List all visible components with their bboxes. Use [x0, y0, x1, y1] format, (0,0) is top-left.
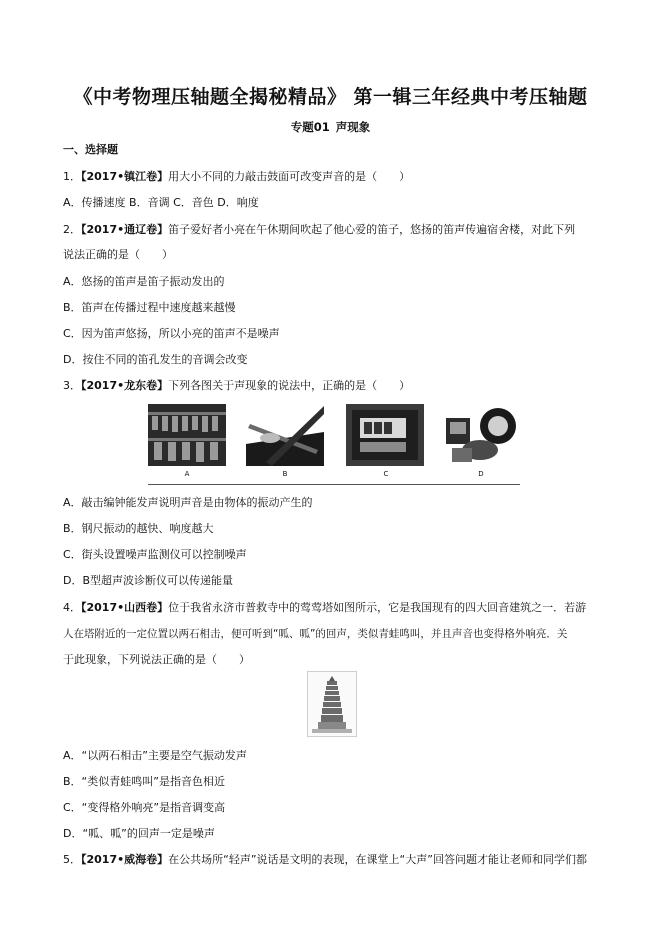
- ultrasound-image: [442, 404, 520, 466]
- question-3-figure-strip: [148, 402, 520, 485]
- question-text: 在公共场所“轻声”说话是文明的表现，在课堂上“大声”回答问题才能让老师和同学们都: [168, 853, 587, 866]
- topic-heading: [0, 119, 661, 135]
- topic-label: 专题01: [290, 120, 330, 134]
- question-text: 下列各图关于声现象的说法中，正确的是（ ）: [168, 379, 411, 392]
- question-2-stem: [63, 223, 575, 237]
- question-source: 【2017•山西卷】: [81, 601, 169, 614]
- question-source: 【2017•镇江卷】: [81, 170, 169, 183]
- question-text: 笛子爱好者小亮在午休期间吹起了他心爱的笛子，悠扬的笛声传遍宿舍楼，对此下列: [168, 223, 576, 236]
- question-4-stem-cont-2: 于此现象，下列说法正确的是（ ）: [63, 653, 250, 666]
- figure-label-a: A: [184, 470, 190, 478]
- question-number: 1．: [63, 170, 81, 183]
- question-text: 用大小不同的力敲击鼓面可改变声音的是（ ）: [168, 170, 411, 183]
- question-1-options: A．传播速度 B．音调 C．音色 D．响度: [63, 196, 259, 209]
- question-number: 3．: [63, 379, 81, 392]
- figure-label-d: D: [478, 470, 484, 478]
- yingying-pagoda-image: [307, 671, 357, 737]
- noise-monitor-image: [346, 404, 424, 466]
- question-3-option-c: C．街头设置噪声监测仪可以控制噪声: [63, 548, 247, 561]
- question-4-stem-cont-1: 人在塔附近的一定位置以两石相击，便可听到“呱、呱”的回声，类似青蛙鸣叫，并且声音也变得格外响亮．关: [63, 628, 568, 640]
- bianzhong-bells-image: [148, 404, 226, 466]
- section-heading: 一、选择题: [63, 143, 118, 156]
- question-2-option-d: D．按住不同的笛孔发生的音调会改变: [63, 353, 248, 366]
- question-3-option-a: A．敲击编钟能发声说明声音是由物体的振动产生的: [63, 496, 313, 509]
- question-1-stem: [63, 170, 410, 184]
- question-2-option-c: C．因为笛声悠扬，所以小亮的笛声不是噪声: [63, 327, 280, 340]
- question-source: 【2017•通辽卷】: [81, 223, 169, 236]
- topic-name: 声现象: [335, 120, 371, 134]
- document-title: 《中考物理压轴题全揭秘精品》 第一辑三年经典中考压轴题: [73, 86, 588, 108]
- question-number: 4．: [63, 601, 81, 614]
- question-3-option-d: D．B型超声波诊断仪可以传递能量: [63, 574, 234, 587]
- question-2-stem-cont: 说法正确的是（ ）: [63, 248, 173, 261]
- question-5-stem: [63, 853, 587, 867]
- question-4-option-c: C．“变得格外响亮”是指音调变高: [63, 801, 226, 814]
- figure-label-c: C: [383, 470, 389, 478]
- question-number: 5．: [63, 853, 81, 866]
- question-2-option-a: A．悠扬的笛声是笛子振动发出的: [63, 275, 225, 288]
- question-text: 位于我省永济市普救寺中的莺莺塔如图所示，它是我国现有的四大回音建筑之一．若游: [168, 601, 587, 614]
- question-source: 【2017•龙东卷】: [81, 379, 169, 392]
- question-2-option-b: B．笛声在传播过程中速度越来越慢: [63, 301, 236, 314]
- vibrating-ruler-image: [246, 404, 324, 466]
- question-4-option-d: D．“呱、呱”的回声一定是噪声: [63, 827, 215, 840]
- question-4-stem: [63, 601, 586, 615]
- question-number: 2．: [63, 223, 81, 236]
- question-3-option-b: B．钢尺振动的越快、响度越大: [63, 522, 214, 535]
- question-3-stem: [63, 379, 410, 393]
- question-4-option-a: A．“以两石相击”主要是空气振动发声: [63, 749, 247, 762]
- question-4-option-b: B．“类似青蛙鸣叫”是指音色相近: [63, 775, 225, 788]
- figure-label-b: B: [282, 470, 288, 478]
- question-source: 【2017•威海卷】: [81, 853, 169, 866]
